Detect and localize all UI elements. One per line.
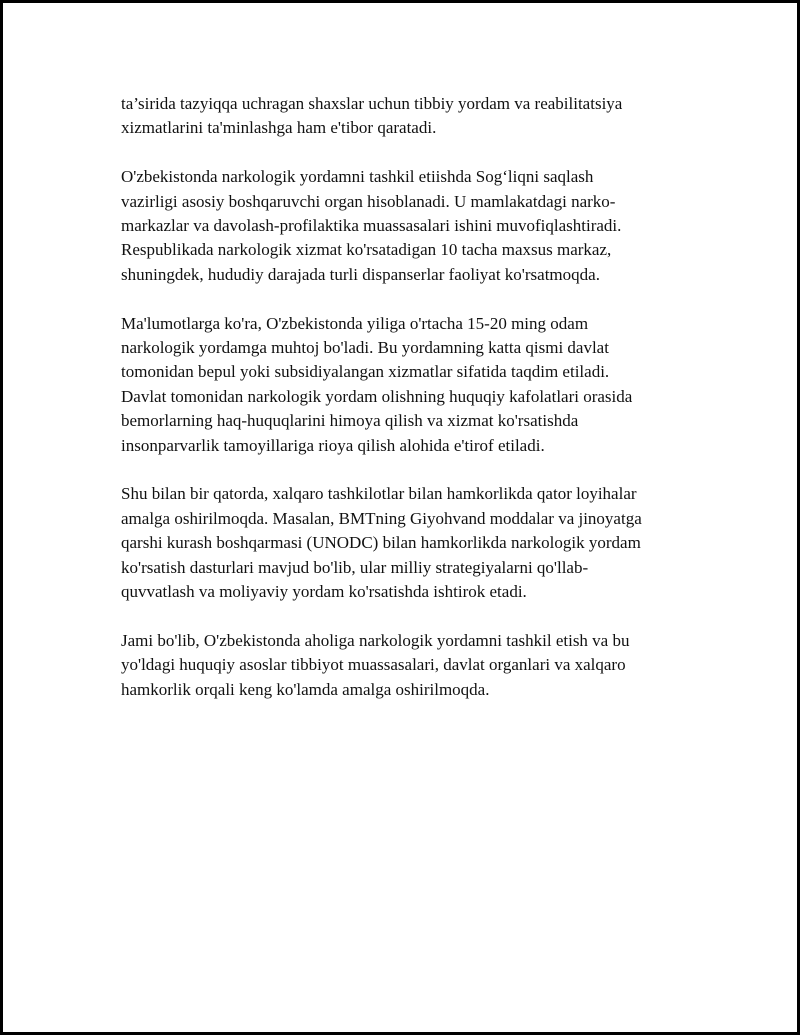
text-line: vazirligi asosiy boshqaruvchi organ hisoblanadi. U mamlakatdagi narko-: [121, 191, 616, 211]
text-line: markazlar va davolash-profilaktika muassasalari ishini muvofiqlashtiradi.: [121, 216, 622, 236]
text-line: Ma'lumotlarga ko'ra, O'zbekistonda yiliga o'rtacha 15-20 ming odam: [121, 313, 589, 333]
paragraph-5: [121, 629, 701, 702]
text-line: shuningdek, hududiy darajada turli dispanserlar faoliyat ko'rsatmoqda.: [121, 264, 600, 284]
paragraph-2: [121, 165, 701, 287]
text-line: tomonidan bepul yoki subsidiyalangan xizmatlar sifatida taqdim etiladi.: [121, 362, 610, 382]
text-line: narkologik yordamga muhtoj bo'ladi. Bu yordamning katta qismi davlat: [121, 338, 609, 358]
paragraph-3: [121, 312, 701, 458]
text-line: ta’sirida tazyiqqa uchragan shaxslar uchun tibbiy yordam va reabilitatsiya: [121, 94, 623, 113]
text-line: Respublikada narkologik xizmat ko'rsatadigan 10 tacha maxsus markaz,: [121, 240, 612, 260]
text-line: xizmatlarini ta'minlashga ham e'tibor qaratadi.: [121, 118, 437, 138]
document-body: [121, 92, 701, 726]
text-line: yo'ldagi huquqiy asoslar tibbiyot muassasalari, davlat organlari va xalqaro: [121, 655, 626, 675]
text-line: amalga oshirilmoqda. Masalan, BMTning Giyohvand moddalar va jinoyatga: [121, 508, 642, 528]
text-line: qarshi kurash boshqarmasi (UNODC) bilan hamkorlikda narkologik yordam: [121, 533, 641, 553]
paragraph-4: [121, 482, 701, 604]
text-line: Shu bilan bir qatorda, xalqaro tashkilotlar bilan hamkorlikda qator loyihalar: [121, 484, 637, 504]
text-line: Davlat tomonidan narkologik yordam olishning huquqiy kafolatlari orasida: [121, 386, 633, 406]
text-line: insonparvarlik tamoyillariga rioya qilish alohida e'tirof etiladi.: [121, 435, 545, 455]
text-line: hamkorlik orqali keng ko'lamda amalga oshirilmoqda.: [121, 679, 490, 699]
text-line: ko'rsatish dasturlari mavjud bo'lib, ular milliy strategiyalarni qo'llab-: [121, 557, 589, 577]
text-line: Jami bo'lib, O'zbekistonda aholiga narkologik yordamni tashkil etish va bu: [121, 630, 630, 650]
text-line: quvvatlash va moliyaviy yordam ko'rsatishda ishtirok etadi.: [121, 582, 527, 602]
paragraph-1: [121, 92, 701, 141]
text-line: bemorlarning haq-huquqlarini himoya qilish va xizmat ko'rsatishda: [121, 411, 579, 431]
text-line: O'zbekistonda narkologik yordamni tashkil etiishda Sog‘liqni saqlash: [121, 167, 594, 187]
